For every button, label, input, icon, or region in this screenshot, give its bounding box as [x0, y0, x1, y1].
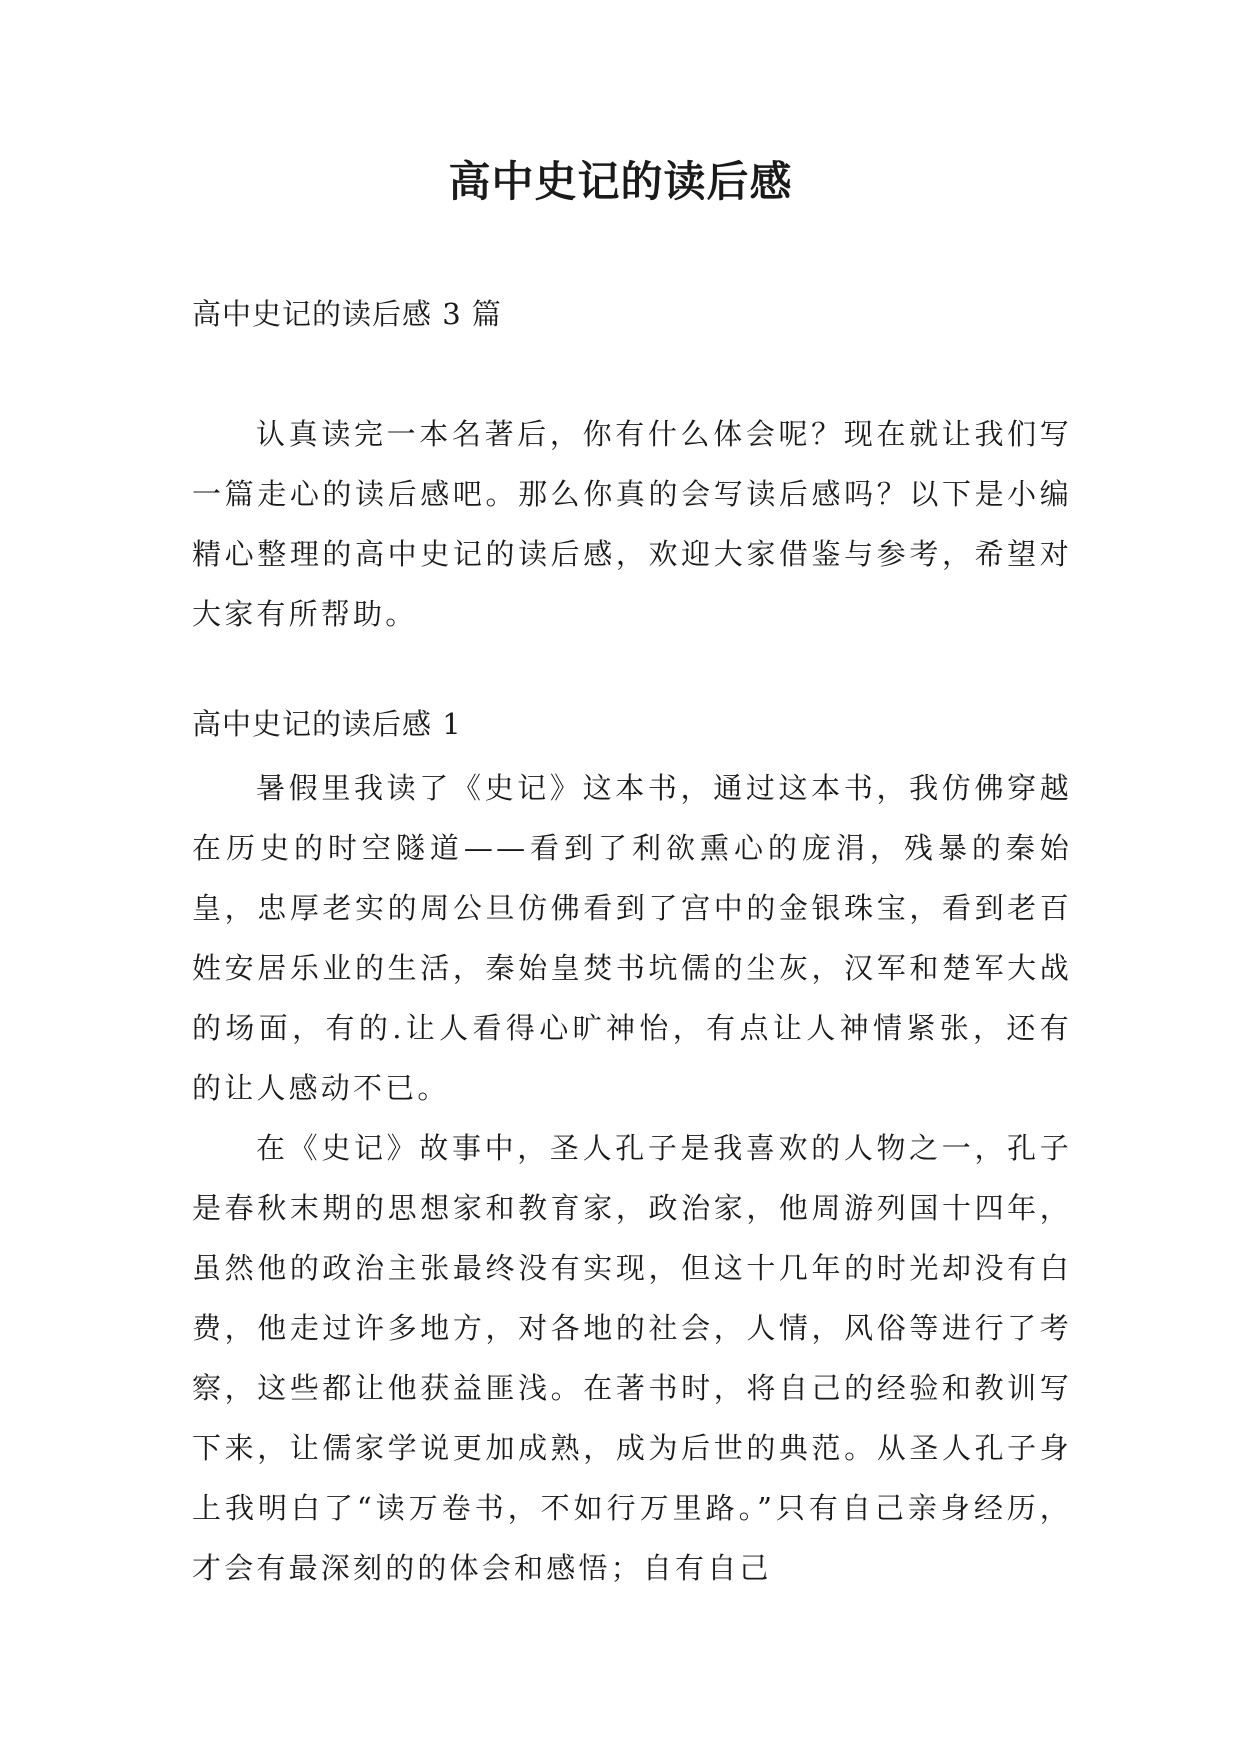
- body-paragraph-2: 在《史记》故事中，圣人孔子是我喜欢的人物之一，孔子是春秋末期的思想家和教育家，政治家，他周游列国十四年，虽然他的政治主张最终没有实现，但这十几年的时光却没有白费，他走过许多地方，对各地的社会，人情，风俗等进行了考察，这些都让他获益匪浅。在著书时，将自己的经验和教训写下来，让儒家学说更加成熟，成为后世的典范。从圣人孔子身上我明白了“读万卷书，不如行万里路。”只有自己亲身经历，才会有最深刻的的体会和感悟；自有自己: [192, 1131, 1072, 1585]
- intro-paragraph: 认真读完一本名著后，你有什么体会呢？现在就让我们写一篇走心的读后感吧。那么你真的会写读后感吗？以下是小编精心整理的高中史记的读后感，欢迎大家借鉴与参考，希望对大家有所帮助。: [192, 417, 1072, 631]
- body-paragraph-1: 暑假里我读了《史记》这本书，通过这本书，我仿佛穿越在历史的时空隧道——看到了利欲熏心的庞涓，残暴的秦始皇，忠厚老实的周公旦仿佛看到了宫中的金银珠宝，看到老百姓安居乐业的生活，秦始皇焚书坑儒的尘灰，汉军和楚军大战的场面，有的.让人看得心旷神怡，有点让人神情紧张，还有的让人感动不已。: [192, 771, 1072, 1105]
- document-title: 高中史记的读后感: [448, 157, 793, 206]
- section-body-1: [192, 758, 1072, 1598]
- section-heading-1: 高中史记的读后感 1: [192, 707, 462, 741]
- document-subtitle: 高中史记的读后感 3 篇: [192, 297, 502, 331]
